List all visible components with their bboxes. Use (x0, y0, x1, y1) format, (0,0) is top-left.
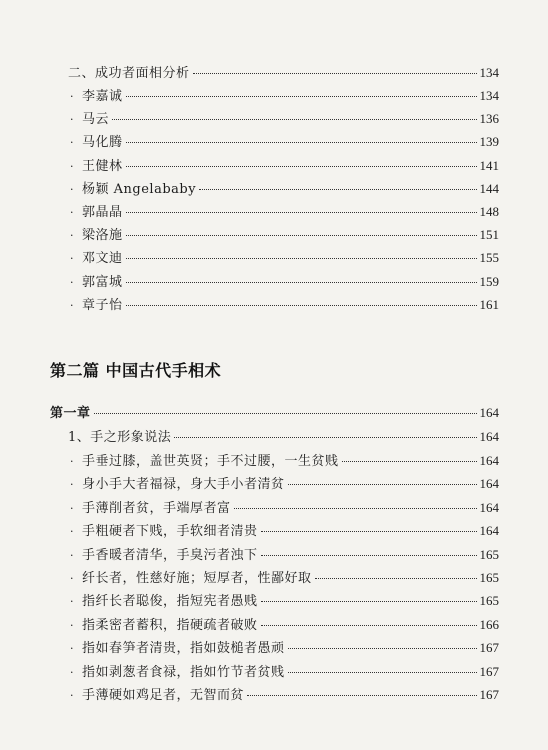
toc-page-number: 166 (479, 616, 499, 632)
toc-section-heading[interactable] (68, 62, 499, 82)
toc-page-number: 136 (479, 111, 499, 127)
toc-entry[interactable] (70, 247, 499, 267)
bullet-icon: · (70, 229, 74, 243)
leader-dots (126, 212, 477, 213)
toc-entry-label: 手薄硬如鸡足者，无智而贫 (82, 688, 245, 703)
toc-page-number: 144 (479, 180, 499, 196)
leader-dots (288, 672, 477, 673)
toc-page-number: 165 (479, 570, 499, 585)
toc-entry[interactable] (70, 567, 499, 587)
leader-dots (261, 601, 477, 602)
leader-dots (126, 305, 477, 306)
bullet-icon: · (70, 136, 74, 150)
toc-chapter-entry[interactable] (50, 402, 499, 422)
toc-entry[interactable] (70, 450, 499, 470)
leader-dots (342, 461, 477, 462)
toc-entry[interactable] (70, 108, 499, 128)
toc-entry-label: 马化腾 (82, 135, 123, 151)
toc-page-number: 151 (479, 227, 499, 243)
toc-entry[interactable] (70, 497, 499, 517)
toc-entry-label: 手垂过膝，盖世英贤；手不过腰，一生贫贱 (82, 454, 339, 469)
bullet-icon: · (70, 642, 74, 656)
toc-entry-label: 二、成功者面相分析 (68, 66, 190, 81)
toc-entry[interactable] (70, 544, 499, 564)
toc-page-number: 165 (479, 593, 499, 609)
bullet-icon: · (70, 548, 74, 562)
toc-entry-label: 章子怡 (82, 297, 123, 313)
toc-entry-label: 杨颖 Angelababy (82, 181, 197, 197)
toc-page-number: 164 (479, 405, 499, 420)
toc-subheading-entry[interactable] (68, 426, 499, 446)
toc-entry-label: 李嘉诚 (82, 89, 123, 104)
toc-entry[interactable] (70, 178, 499, 198)
toc-page-number: 167 (479, 687, 499, 702)
toc-page-number: 167 (479, 663, 499, 679)
toc-entry-label: 指如剥葱者食禄，指如竹节者贫贱 (82, 664, 285, 680)
toc-entry[interactable] (70, 201, 499, 221)
leader-dots (174, 437, 476, 438)
toc-entry[interactable] (70, 85, 499, 105)
bullet-icon: · (70, 478, 74, 492)
toc-entry[interactable] (70, 590, 499, 610)
leader-dots (288, 648, 477, 649)
part-title: 第二篇 中国古代手相术 (50, 361, 222, 380)
toc-entry[interactable] (70, 473, 499, 493)
toc-entry-label: 指柔密者蓄积，指硬疏者破败 (82, 617, 258, 633)
bullet-icon: · (70, 665, 74, 679)
toc-entry-label: 指如春笋者清贵，指如鼓槌者愚顽 (82, 641, 285, 657)
bullet-icon: · (70, 595, 74, 609)
leader-dots (126, 166, 477, 167)
bullet-icon: · (70, 525, 74, 539)
toc-entry-label: 马云 (82, 112, 110, 128)
leader-dots (126, 235, 477, 236)
toc-entry-label: 1、手之形象说法 (68, 430, 172, 445)
bullet-icon: · (70, 206, 74, 219)
toc-entry-label: 身小手大者福禄，身大手小者清贫 (82, 477, 285, 493)
bullet-icon: · (70, 252, 74, 266)
toc-page-number: 164 (479, 476, 499, 492)
toc-page-number: 164 (479, 499, 499, 515)
toc-page-number: 155 (479, 250, 499, 266)
toc-entry-label: 指纤长者聪俊，指短宪者愚贱 (82, 594, 258, 610)
toc-entry[interactable] (70, 131, 499, 151)
toc-entry-label: 郭晶晶 (82, 205, 123, 220)
toc-entry-label: 纤长者，性慈好施；短厚者，性鄙好取 (82, 571, 312, 586)
bullet-icon: · (70, 182, 74, 196)
bullet-icon: · (70, 113, 74, 127)
toc-entry-label: 第一章 (50, 406, 91, 421)
toc-page-number: 164 (479, 453, 499, 468)
toc-page-number: 134 (479, 88, 499, 103)
toc-entry[interactable] (70, 224, 499, 244)
bullet-icon: · (70, 159, 74, 173)
toc-entry[interactable] (70, 637, 499, 657)
leader-dots (126, 282, 477, 283)
bullet-icon: · (70, 90, 74, 103)
toc-entry[interactable] (70, 661, 499, 681)
bullet-icon: · (70, 455, 74, 468)
toc-page-number: 161 (479, 296, 499, 312)
toc-entry-label: 手粗硬者下贱，手软细者清贵 (82, 524, 258, 540)
toc-page-number: 159 (479, 273, 499, 289)
toc-entry-label: 梁洛施 (82, 228, 123, 244)
toc-entry[interactable] (70, 294, 499, 314)
bullet-icon: · (70, 298, 74, 312)
toc-entry[interactable] (70, 520, 499, 540)
toc-page-number: 164 (479, 429, 499, 444)
toc-entry[interactable] (70, 614, 499, 634)
leader-dots (288, 484, 477, 485)
bullet-icon: · (70, 618, 74, 632)
bullet-icon: · (70, 572, 74, 585)
toc-page-number: 141 (479, 157, 499, 173)
toc-entry[interactable] (70, 155, 499, 175)
toc-page-number: 139 (479, 134, 499, 150)
leader-dots (247, 695, 476, 696)
toc-page-number: 165 (479, 546, 499, 562)
leader-dots (112, 119, 476, 120)
leader-dots (315, 578, 477, 579)
leader-dots (126, 96, 477, 97)
leader-dots (261, 531, 477, 532)
leader-dots (199, 189, 476, 190)
toc-entry-label: 郭富城 (82, 274, 123, 290)
toc-page-number: 148 (479, 204, 499, 219)
bullet-icon: · (70, 275, 74, 289)
toc-entry-label: 邓文迪 (82, 251, 123, 267)
toc-entry-label: 手香暖者清华，手臭污者浊下 (82, 547, 258, 563)
toc-entry[interactable] (70, 271, 499, 291)
leader-dots (261, 555, 477, 556)
bullet-icon: · (70, 501, 74, 515)
leader-dots (126, 258, 477, 259)
toc-entry[interactable] (70, 684, 499, 704)
leader-dots (261, 625, 477, 626)
toc-page-number: 167 (479, 640, 499, 656)
toc-page-number: 134 (479, 65, 499, 80)
toc-page-number: 164 (479, 523, 499, 539)
toc-entry-label: 王健林 (82, 158, 123, 174)
leader-dots (193, 73, 477, 74)
leader-dots (94, 413, 477, 414)
toc-entry-label: 手薄削者贫，手端厚者富 (82, 500, 231, 516)
bullet-icon: · (70, 689, 74, 702)
leader-dots (126, 142, 477, 143)
leader-dots (234, 508, 477, 509)
